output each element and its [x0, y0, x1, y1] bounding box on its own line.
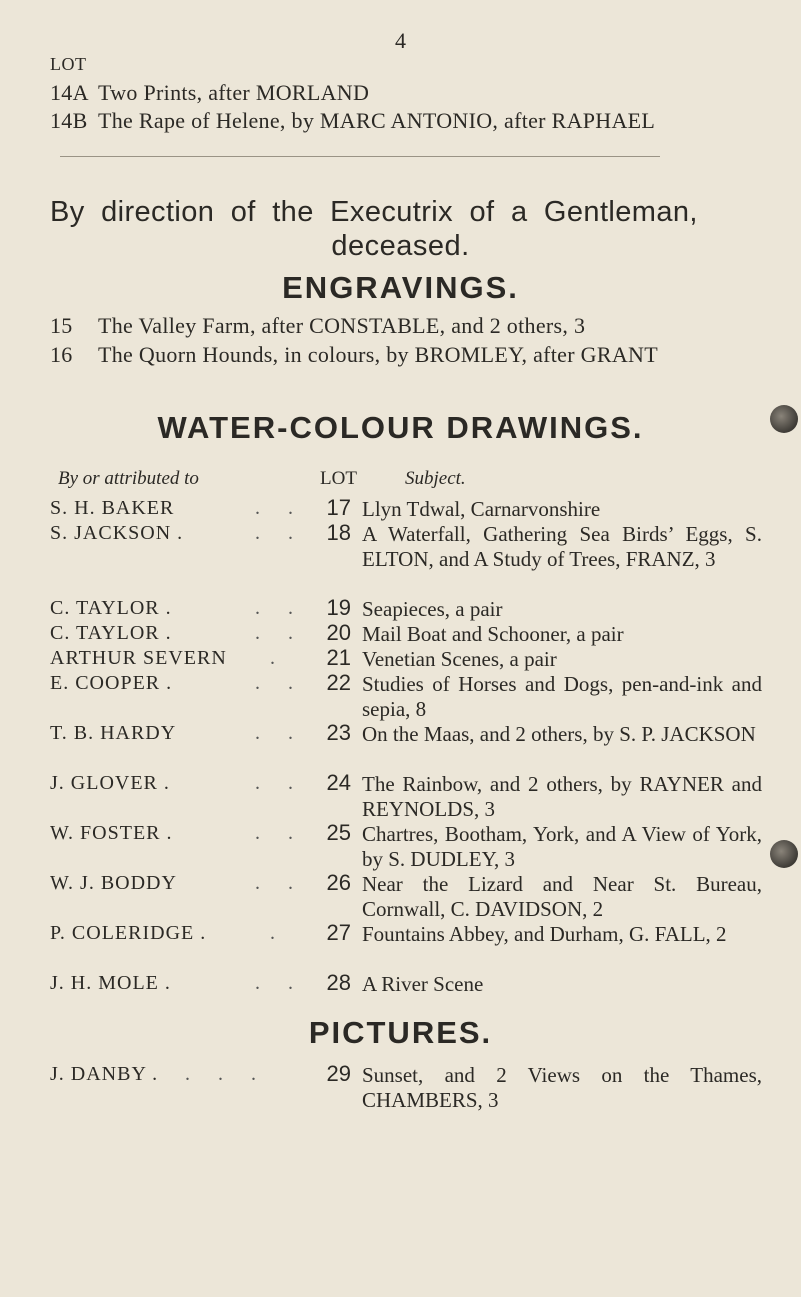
lot-item — [50, 108, 655, 134]
page-number: 4 — [395, 28, 406, 53]
artist-name: C. TAYLOR . — [50, 597, 172, 619]
lot-subject: On the Maas, and 2 others, by S. P. JACKSON — [362, 722, 756, 746]
lot-subject: A Waterfall, Gathering Sea Birds’ Eggs, S. ELTON, and A Study of Trees, FRANZ, 3 — [362, 522, 762, 571]
leader-dots: .. — [255, 672, 321, 694]
artist-name: J. DANBY . — [50, 1063, 159, 1085]
binding-hole — [770, 840, 798, 868]
leader-dots: .. — [255, 722, 321, 744]
artist-name: J. GLOVER . — [50, 772, 170, 794]
leader-dots: .. — [255, 497, 321, 519]
lot-subject: The Rainbow, and 2 others, by RAYNER and REYNOLDS, 3 — [362, 772, 762, 821]
lot-number: 16 — [50, 342, 73, 367]
lot-number: 19 — [326, 595, 351, 620]
direction-line-2: deceased. — [331, 230, 470, 262]
lot-number: 17 — [326, 495, 351, 520]
leader-dots: . — [270, 922, 303, 944]
pictures-heading: PICTURES. — [308, 1015, 493, 1050]
lot-subject: A River Scene — [362, 972, 484, 996]
lot-subject: Chartres, Bootham, York, and A View of York, by S. DUDLEY, 3 — [362, 822, 762, 871]
lot-number: 14A — [50, 80, 89, 105]
artist-name: S. JACKSON . — [50, 522, 184, 544]
lot-number: 29 — [326, 1061, 351, 1086]
lot-number: 22 — [326, 670, 351, 695]
leader-dots: .. — [255, 822, 321, 844]
artist-name: S. H. BAKER — [50, 497, 175, 519]
lot-description: The Valley Farm, after CONSTABLE, and 2 others, 3 — [98, 313, 586, 338]
leader-dots: ... — [185, 1063, 284, 1085]
artist-column-header: By or attributed to — [58, 468, 199, 489]
leader-dots: .. — [255, 622, 321, 644]
lot-subject: Seapieces, a pair — [362, 597, 503, 621]
lot-subject: Venetian Scenes, a pair — [362, 647, 557, 671]
artist-name: ARTHUR SEVERN — [50, 647, 227, 669]
lot-item — [50, 80, 369, 106]
lot-subject: Sunset, and 2 Views on the Thames, CHAMBERS, 3 — [362, 1063, 762, 1112]
lot-number: 23 — [326, 720, 351, 745]
leader-dots: .. — [255, 597, 321, 619]
leader-dots: . — [270, 647, 303, 669]
lot-subject: Studies of Horses and Dogs, pen-and-ink and sepia, 8 — [362, 672, 762, 721]
lot-subject: Near the Lizard and Near St. Bureau, Cornwall, C. DAVIDSON, 2 — [362, 872, 762, 921]
lot-number: 15 — [50, 313, 73, 338]
lot-number: 25 — [326, 820, 351, 845]
subject-column-header: Subject. — [405, 468, 466, 489]
artist-name: W. J. BODDY — [50, 872, 177, 894]
lot-subject: Fountains Abbey, and Durham, G. FALL, 2 — [362, 922, 727, 946]
leader-dots: .. — [255, 872, 321, 894]
lot-item — [50, 313, 585, 339]
lot-description: The Rape of Helene, by MARC ANTONIO, after RAPHAEL — [98, 108, 656, 133]
artist-name: P. COLERIDGE . — [50, 922, 207, 944]
lot-column-label: LOT — [50, 54, 87, 74]
lot-number: 28 — [326, 970, 351, 995]
lot-description: Two Prints, after MORLAND — [98, 80, 370, 105]
artist-name: J. H. MOLE . — [50, 972, 171, 994]
direction-line-1: By direction of the Executrix of a Gentleman, — [50, 196, 698, 228]
lot-number: 21 — [326, 645, 351, 670]
lot-number: 27 — [326, 920, 351, 945]
lot-number: 24 — [326, 770, 351, 795]
lot-number: 18 — [326, 520, 351, 545]
divider — [60, 156, 660, 157]
binding-hole — [770, 405, 798, 433]
artist-name: E. COOPER . — [50, 672, 173, 694]
lot-number: 26 — [326, 870, 351, 895]
leader-dots: .. — [255, 772, 321, 794]
leader-dots: .. — [255, 522, 321, 544]
lot-subject: Mail Boat and Schooner, a pair — [362, 622, 624, 646]
lot-number: 14B — [50, 108, 88, 133]
artist-name: C. TAYLOR . — [50, 622, 172, 644]
engravings-heading: ENGRAVINGS. — [282, 270, 519, 305]
watercolours-heading: WATER-COLOUR DRAWINGS. — [157, 410, 644, 445]
lot-number: 20 — [326, 620, 351, 645]
lot-description: The Quorn Hounds, in colours, by BROMLEY, after GRANT — [98, 342, 658, 367]
lot-subject: Llyn Tdwal, Carnarvonshire — [362, 497, 601, 521]
artist-name: T. B. HARDY — [50, 722, 177, 744]
lot-column-header: LOT — [320, 468, 357, 489]
artist-name: W. FOSTER . — [50, 822, 173, 844]
lot-item — [50, 342, 658, 368]
leader-dots: .. — [255, 972, 321, 994]
